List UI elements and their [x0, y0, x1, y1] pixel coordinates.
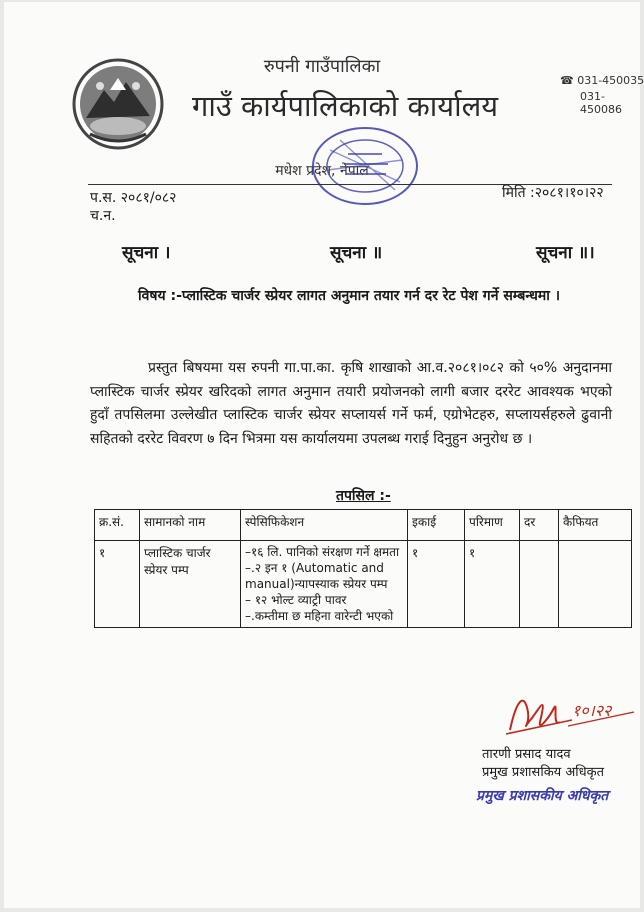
header-serial: क्र.सं. [95, 510, 140, 541]
cell-unit: १ [408, 541, 465, 628]
notice-heading-2: सूचना ॥ [330, 243, 383, 263]
header-remarks: कैफियत [559, 510, 632, 541]
phone-line-1 [560, 74, 644, 87]
office-title: गाउँ कार्यपालिकाको कार्यालय [192, 89, 499, 123]
table-row [95, 541, 632, 628]
body-paragraph: प्रस्तुत बिषयमा यस रुपनी गा.पा.का. कृषि शाखाको आ.व.२०८१।०८२ को ५०% अनुदानमा प्लास्टिक चार्जर स्प्रेयर खरिदको लागत अनुमान तयारी प्रयोजनको लागी बजार दररेट आवश्यक भएको हुदाँ तपसिलमा उल्लेखीत प्लास्टिक चार्जर स्प्रेयर सप्लायर्स गर्ने फर्म, एग्रोभेटहरु, सप्लायर्सहरुले ढुवानी सहितको दररेट विवरण ७ दिन भित्रमा यस कार्यालयमा उपलब्ध गराई दिनुहुन अनुरोध छ । [90, 360, 612, 447]
telephone-icon: ☎ [560, 74, 578, 87]
cell-serial: १ [95, 541, 140, 628]
spec-line: –.२ इन १ (Automatic and manual)न्यापस्याक स्प्रेयर पम्प [245, 561, 388, 591]
cell-remarks [559, 541, 632, 628]
signatory-title: प्रमुख प्रशासकिय अधिकृत [482, 765, 605, 780]
office-address: मधेश प्रदेश, नेपाल [275, 163, 369, 179]
header-item-name: सामानको नाम [140, 510, 241, 541]
dispatch-number: च.न. [90, 208, 116, 224]
reference-number: प.स. २०८१/०८२ [90, 190, 177, 206]
cell-rate [520, 541, 559, 628]
signatory-name: तारणी प्रसाद यादव [482, 747, 571, 762]
signature-date: १०।२२ [572, 701, 612, 720]
document-page [4, 2, 644, 908]
header-rate: दर [520, 510, 559, 541]
cell-specification [241, 541, 408, 628]
subject-line: विषय :-प्लास्टिक चार्जर स्प्रेयर लागत अनुमान तयार गर्न दर रेट पेश गर्ने सम्बन्धमा । [137, 288, 561, 304]
designation-stamp: प्रमुख प्रशासकीय अधिकृत [476, 788, 609, 804]
letter-date: मिति :२०८१।१०।२२ [502, 185, 604, 201]
handwritten-signature [502, 682, 637, 742]
header-quantity: परिमाण [465, 510, 520, 541]
municipality-name: रुपनी गाउँपालिका [263, 56, 381, 77]
notice-heading-3: सूचना ॥। [536, 243, 595, 263]
details-table [94, 509, 632, 628]
table-header-row [95, 510, 632, 541]
phone-number-2: 031-450086 [580, 90, 622, 116]
office-stamp [300, 120, 430, 215]
spec-line: – १२ भोल्ट व्याट्री पावर [245, 593, 347, 607]
cell-quantity: १ [465, 541, 520, 628]
cell-item-name: प्लास्टिक चार्जर स्प्रेयर पम्प [140, 541, 241, 628]
notice-heading-1: सूचना । [122, 243, 171, 263]
details-label: तपसिल :- [336, 488, 391, 504]
header-unit: इकाई [408, 510, 465, 541]
spec-line: –.कम्तीमा छ महिना वारेन्टी भएको [245, 609, 394, 623]
phone-number-1: 031-450035 [577, 74, 644, 87]
spec-line: –१६ लि. पानिको संरक्षण गर्ने क्षमता [245, 545, 400, 559]
header-specification: स्पेसिफिकेशन [241, 510, 408, 541]
